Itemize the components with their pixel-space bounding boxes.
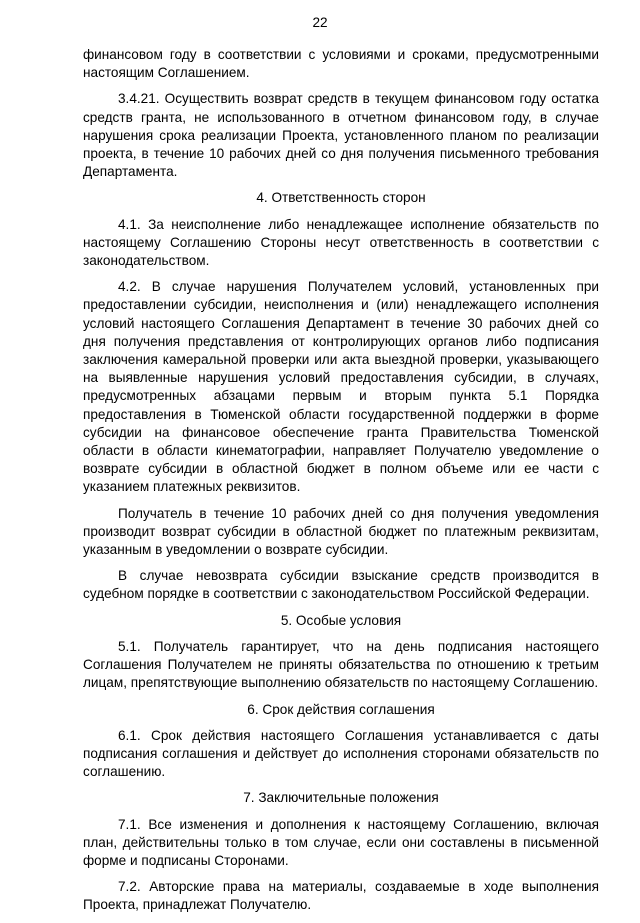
paragraph-6-1: 6.1. Срок действия настоящего Соглашения устанавливается с даты подписания соглашения и действует до исполнения сторонами обязательств по соглашению.: [83, 727, 599, 780]
paragraph-continuation: финансовом году в соответствии с условиями и сроками, предусмотренными настоящим Соглашением.: [83, 47, 599, 81]
page-number: 22: [312, 15, 328, 30]
paragraph-3-4-21: 3.4.21. Осуществить возврат средств в текущем финансовом году остатка средств гранта, не использованного в отчетном финансовом году, в случае нарушения срока реализации Проекта, установленного планом по реализации проекта, в течение 10 рабочих дней со дня получения письменного требования Департамента.: [83, 91, 599, 180]
document-body: [83, 46, 599, 923]
section-heading-4: 4. Ответственность сторон: [256, 190, 426, 206]
paragraph-7-1: 7.1. Все изменения и дополнения к настоящему Соглашению, включая план, действительны только в том случае, если они составлены в письменной форме и подписаны Сторонами.: [83, 816, 599, 868]
section-heading-6: 6. Срок действия соглашения: [247, 701, 435, 717]
paragraph-7-2: 7.2. Авторские права на материалы, создаваемые в ходе выполнения Проекта, принадлежат Получателю.: [83, 879, 599, 913]
paragraph-4-1: 4.1. За неисполнение либо ненадлежащее исполнение обязательств по настоящему Соглашению Стороны несут ответственность в соответствии с законодательством.: [83, 216, 599, 269]
paragraph-4-2-return: Получатель в течение 10 рабочих дней со дня получения уведомления производит возврат субсидии в областной бюджет по платежным реквизитам, указанным в уведомлении о возврате субсидии.: [83, 505, 599, 558]
section-heading-5: 5. Особые условия: [280, 612, 402, 628]
paragraph-4-2: 4.2. В случае нарушения Получателем условий, установленных при предоставлении субсидии, неисполнения и (или) ненадлежащего исполнения условий настоящего Соглашения Департамент в течение 30 рабочих дней со дня получения представления от контролирующих органов либо подписания заключения камеральной проверки или акта выездной проверки, указывающего на выявленные нарушения условий предоставления субсидии, в случаях, предусмотренных абзацами первым и вторым пункта 5.1 Порядка предоставления в Тюменской области государственной поддержки в форме субсидии на финансовое обеспечение гранта Правительства Тюменской области в области кинематографии, направляет Получателю уведомление о возврате субсидии в областной бюджет в полном объеме или ее части с указанием платежных реквизитов.: [83, 279, 599, 495]
section-heading-7: 7. Заключительные положения: [243, 790, 439, 806]
paragraph-5-1: 5.1. Получатель гарантирует, что на день подписания настоящего Соглашения Получателем не приняты обязательства по отношению к третьим лицам, препятствующие выполнению обязательств по настоящему Соглашению.: [83, 638, 599, 691]
paragraph-4-2-enforcement: В случае невозврата субсидии взыскание средств производится в судебном порядке в соответствии с законодательством Российской Федерации.: [83, 568, 599, 602]
